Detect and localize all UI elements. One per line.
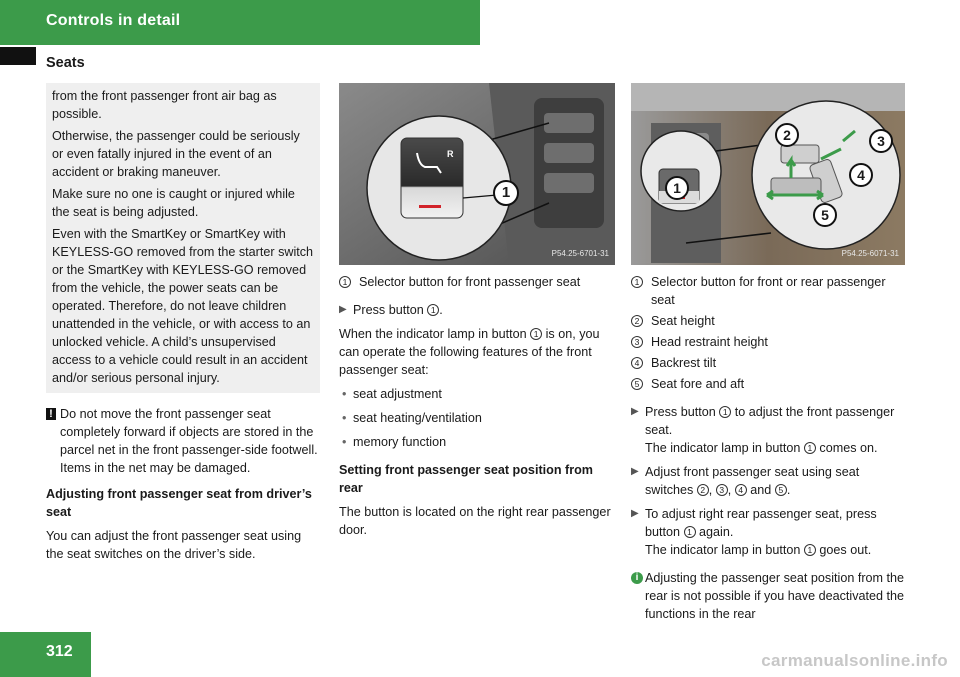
subheading: Setting front passenger seat position from rear [339, 463, 594, 495]
legend [631, 273, 909, 393]
legend-text: Seat height [651, 314, 715, 328]
callout-2: 2 [775, 123, 799, 147]
column-1 [46, 83, 322, 569]
step-text: The indicator lamp in button [645, 543, 801, 557]
number-badge: 4 [631, 357, 643, 369]
step-arrow-icon: ▶ [631, 406, 639, 417]
legend-text: Seat fore and aft [651, 377, 745, 391]
legend-item [631, 375, 909, 393]
step-text: to adjust the front passenger seat. [645, 405, 895, 437]
para-text: is on, you can operate the following features of the front passenger seat: [339, 327, 600, 377]
step-arrow-icon: ▶ [339, 304, 347, 315]
step: ▶ Adjust front passenger seat using seat switches 2 , 3 , 4 and 5 . [631, 465, 860, 497]
number-badge: 3 [716, 484, 728, 496]
watermark: carmanualsonline.info [761, 651, 948, 670]
bullet-text: seat heating/ventilation [353, 411, 482, 425]
step-text: comes on. [819, 441, 878, 455]
paragraph: You can adjust the front passenger seat using the seat switches on the driver’s side. [46, 529, 302, 561]
page-number: 312 [46, 643, 73, 660]
bullet-icon: • [342, 435, 347, 449]
step-text: Press button [353, 303, 424, 317]
number-badge: 4 [735, 484, 747, 496]
info-icon: i [631, 572, 643, 584]
legend-item [631, 273, 909, 309]
step [631, 403, 909, 457]
column-2 [339, 83, 615, 545]
number-badge: 5 [775, 484, 787, 496]
info-text: Adjusting the passenger seat position from the rear is not possible if you have deactivated the functions in the rear [645, 571, 905, 621]
legend-item [631, 354, 909, 372]
callout-1: 1 [493, 180, 519, 206]
figure-id: P54.25-6701-31 [551, 249, 609, 258]
number-badge: 2 [631, 315, 643, 327]
section-title: Seats [46, 55, 85, 71]
number-badge: 1 [427, 304, 439, 316]
step-text: Press button [645, 405, 716, 419]
warning-paragraph: Even with the SmartKey or SmartKey with KEYLESS-GO removed from the starter switch or the SmartKey with KEYLESS-GO removed from the vehicle, the power seats can be operated. Therefore, do not leave children unattended in the vehicle, or with access to an unlocked vehicle. A child’s unsupervised access to a vehicle could result in an accident and/or serious personal injury. [52, 227, 314, 385]
number-badge: 1 [719, 406, 731, 418]
number-badge: 2 [697, 484, 709, 496]
figure-door-selector [339, 83, 615, 265]
step-text: and [750, 483, 772, 497]
callout-4: 4 [849, 163, 873, 187]
legend [339, 273, 615, 291]
info-note [631, 569, 909, 623]
legend-text: Backrest tilt [651, 356, 717, 370]
step-arrow-icon: ▶ [631, 508, 639, 519]
number-badge: 1 [530, 328, 542, 340]
exclamation-icon: ! [46, 408, 56, 420]
svg-text:R: R [447, 149, 454, 159]
legend-item [339, 273, 615, 291]
bullet-text: memory function [353, 435, 447, 449]
header-title: Controls in detail [46, 12, 181, 29]
paragraph [339, 325, 615, 379]
step-arrow-icon: ▶ [631, 466, 639, 477]
warning-paragraph: Otherwise, the passenger could be seriously or even fatally injured in the event of an accident or braking maneuver. [52, 129, 300, 179]
bullet-item [339, 385, 615, 403]
callout-1: 1 [665, 176, 689, 200]
number-badge: 1 [804, 442, 816, 454]
number-badge: 1 [684, 526, 696, 538]
bullet-icon: • [342, 411, 347, 425]
subheading: Adjusting front passenger seat from driver’s seat [46, 487, 312, 519]
step [631, 505, 909, 559]
section-tab-marker [0, 47, 36, 65]
legend-text: Selector button for front passenger seat [359, 275, 581, 289]
callout-3: 3 [869, 129, 893, 153]
step-text: goes out. [819, 543, 872, 557]
step-text-end: . [439, 303, 443, 317]
figure-id: P54.25-6071-31 [841, 249, 899, 258]
step-text: To adjust right rear passenger seat, press button [645, 507, 877, 539]
step-text: Adjust front passenger seat using seat switches [645, 465, 860, 497]
bullet-item [339, 433, 615, 451]
number-badge: 1 [631, 276, 643, 288]
door-panel-illustration [339, 83, 615, 265]
number-badge: 3 [631, 336, 643, 348]
para-text: When the indicator lamp in button [339, 327, 527, 341]
step [339, 301, 615, 319]
number-badge: 1 [339, 276, 351, 288]
legend-text: Head restraint height [651, 335, 768, 349]
bullet-item [339, 409, 615, 427]
number-badge: 1 [804, 544, 816, 556]
bullet-text: seat adjustment [353, 387, 442, 401]
step-text: The indicator lamp in button [645, 441, 801, 455]
paragraph: The button is located on the right rear passenger door. [339, 505, 611, 537]
legend-item [631, 333, 909, 351]
callout-5: 5 [813, 203, 837, 227]
column-3 [631, 83, 909, 631]
legend-item [631, 312, 909, 330]
warning-box [46, 83, 320, 393]
number-badge: 5 [631, 378, 643, 390]
notice [46, 405, 322, 477]
figure-seat-switches [631, 83, 905, 265]
legend-text: Selector button for front or rear passenger seat [651, 275, 886, 307]
warning-paragraph: from the front passenger front air bag as possible. [52, 89, 277, 121]
step-text: again. [699, 525, 734, 539]
warning-paragraph: Make sure no one is caught or injured while the seat is being adjusted. [52, 187, 295, 219]
notice-text: Do not move the front passenger seat completely forward if objects are stored in the parcel net in the front passenger-side footwell. Items in the net may be damaged. [60, 407, 318, 475]
bullet-icon: • [342, 387, 347, 401]
